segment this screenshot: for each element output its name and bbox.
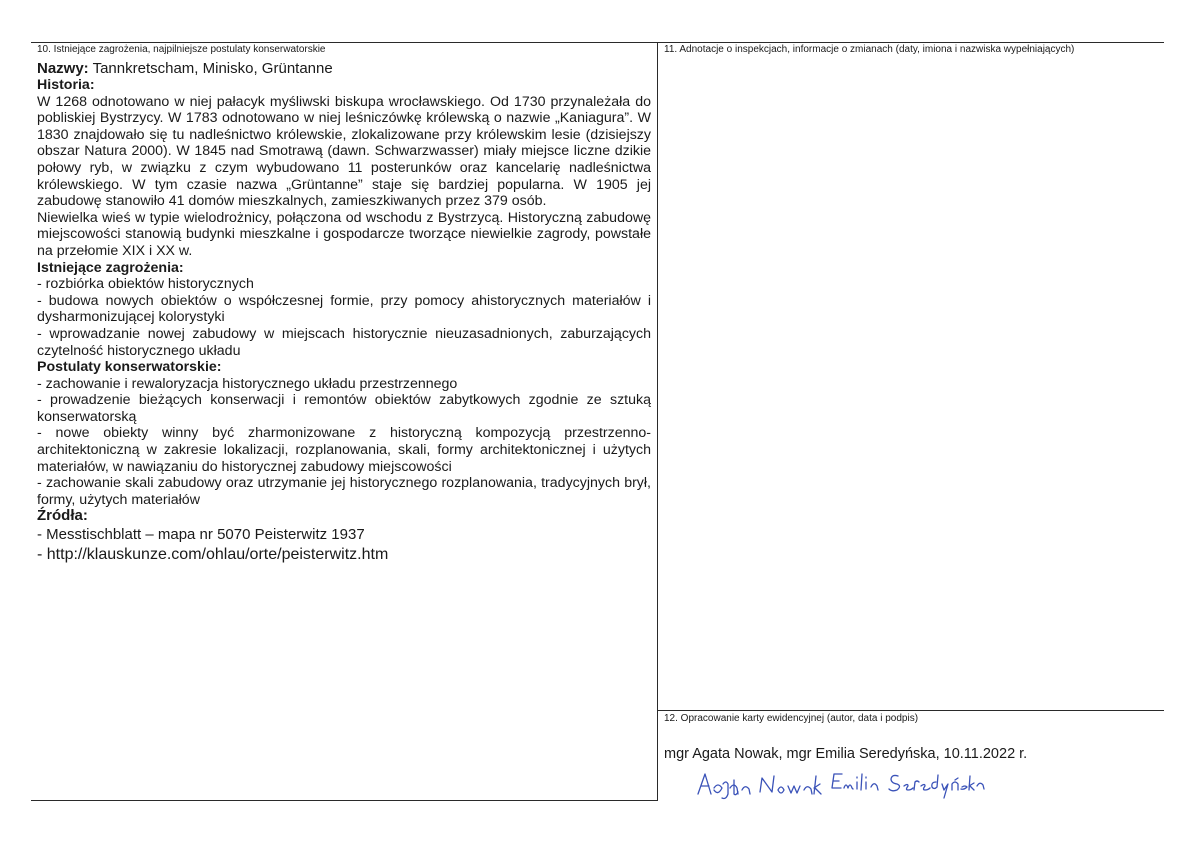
threat-item: - rozbiórka obiektów historycznych (37, 276, 254, 293)
section11-title: 11. Adnotacje o inspekcjach, informacje o zmianach (daty, imiona i nazwiska wypełniających) (664, 44, 1075, 55)
top-rule (31, 42, 1164, 43)
section10-title: 10. Istniejące zagrożenia, najpilniejsze postulaty konserwatorskie (37, 44, 326, 55)
history-heading: Historia: (37, 77, 95, 93)
postulates-heading: Postulaty konserwatorskie: (37, 359, 222, 376)
section10-body (37, 60, 651, 564)
threat-item: - wprowadzanie nowej zabudowy w miejscach historycznie nieuzasadnionych, zaburzających czytelność historycznego układu (37, 325, 651, 359)
threats-heading: Istniejące zagrożenia: (37, 259, 184, 276)
authors-line: mgr Agata Nowak, mgr Emilia Seredyńska, 10.11.2022 r. (664, 746, 1028, 762)
names-label: Nazwy: (37, 60, 89, 77)
bottom-rule (31, 800, 658, 801)
signature-emilia-seredynska (832, 774, 984, 798)
postulate-item: - nowe obiekty winny być zharmonizowane z historyczną kompozycją przestrzenno-architektoniczną w zakresie lokalizacji, rozplanowania, skali, formy architektonicznej i użytych materiałów, w nawiązaniu do historycznej zabudowy miejscowości (37, 425, 651, 475)
section12-top-rule (658, 710, 1164, 711)
postulate-item: - zachowanie skali zabudowy oraz utrzymanie jej historycznego rozplanowania, tradycyjnych brył, formy, użytych materiałów (37, 475, 651, 508)
names-value: Tannkretscham, Minisko, Grüntanne (88, 60, 333, 77)
names-line (37, 60, 651, 77)
section12-title: 12. Opracowanie karty ewidencyjnej (autor, data i podpis) (664, 713, 919, 724)
column-divider (657, 42, 658, 801)
history-paragraph-2: Niewielka wieś w typie wielodrożnicy, połączona od wschodu z Bystrzycą. Historyczną zabudowę miejscowości stanowią budynki mieszkalne i gospodarcze tworzące niewielkie zagrody, powstałe na przełomie XIX i XX w. (37, 209, 651, 259)
source-link[interactable]: - http://klauskunze.com/ohlau/orte/peisterwitz.htm (37, 545, 389, 563)
postulate-item: - prowadzenie bieżących konserwacji i remontów obiektów zabytkowych zgodnie ze sztuką konserwatorską (37, 392, 651, 425)
handwritten-signatures (690, 764, 990, 802)
signature-agata-nowak (698, 774, 821, 799)
source-item: - Messtischblatt – mapa nr 5070 Peisterwitz 1937 (37, 526, 365, 544)
sources-heading: Źródła: (37, 507, 88, 525)
postulate-item: - zachowanie i rewaloryzacja historycznego układu przestrzennego (37, 375, 458, 392)
history-paragraph-1: W 1268 odnotowano w niej pałacyk myśliwski biskupa wrocławskiego. Od 1730 przynależała do pobliskiej Bystrzycy. W 1783 odnotowano w niej leśniczówkę królewską o nazwie „Kaniagura”. W 1830 znajdowało się tu nadleśnictwo królewskie, zlokalizowane przy królewskim lesie (dzisiejszy obszar Natura 2000). W 1845 nad Smotrawą (dawn. Schwarzwasser) miały miejsce liczne dzikie połowy ryb, w związku z czym wybudowano 11 posterunków oraz kancelarię nadleśnictwa królewskiego. W tym czasie nazwa „Grüntanne” staje się bardziej popularna. W 1905 jej zabudowę stanowiło 41 domów mieszkalnych, zamieszkiwanych przez 379 osób. (37, 93, 651, 210)
threat-item: - budowa nowych obiektów o współczesnej formie, przy pomocy ahistorycznych materiałów i dysharmonizującej kolorystyki (37, 292, 651, 326)
